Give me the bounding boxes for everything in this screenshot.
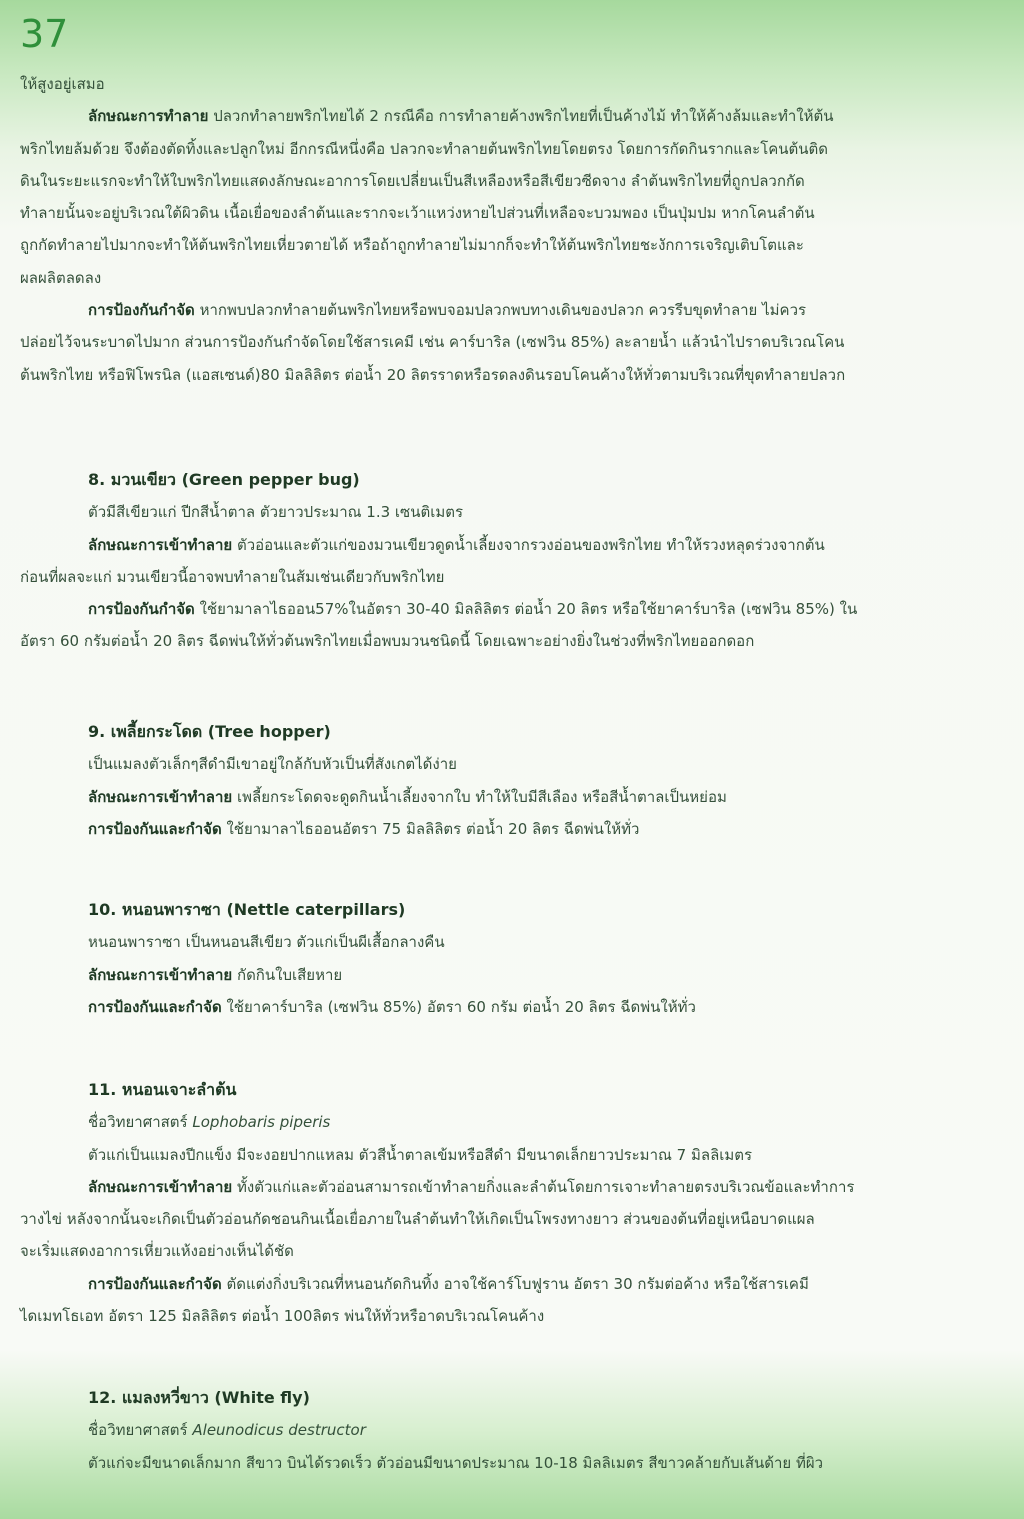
section-heading: 12. แมลงหวี่ขาว (White fly): [88, 1388, 310, 1407]
damage-label: ลักษณะการเข้าทำลาย: [88, 965, 233, 984]
section-description: ตัวแก่จะมีขนาดเล็กมาก สีขาว บินได้รวดเร็ว ตัวอ่อนมีขนาดประมาณ 10-18 มิลลิเมตร สีขาวคล้ายกับเส้นด้าย ที่ผิว: [88, 1453, 824, 1472]
section-heading: 8. มวนเขียว (Green pepper bug): [88, 470, 360, 489]
control-paragraph-line: [20, 813, 995, 845]
damage-label: ลักษณะการทำลาย: [88, 107, 209, 126]
paragraph-line: อัตรา 60 กรัมต่อน้ำ 20 ลิตร ฉีดพ่นให้ทั่วต้นพริกไทยเมื่อพบมวนชนิดนี้ โดยเฉพาะอย่างยิ่งในช่วงที่พริกไทยออกดอก: [20, 632, 755, 651]
control-text: ใช้ยามาลาไธออนอัตรา 75 มิลลิลิตร ต่อน้ำ 20 ลิตร ฉีดพ่นให้ทั่ว: [221, 819, 640, 838]
control-paragraph-line: [20, 294, 995, 326]
paragraph-line: จะเริ่มแสดงอาการเหี่ยวแห้งอย่างเห็นได้ชัด: [20, 1242, 294, 1261]
control-label: การป้องกันกำจัด: [88, 600, 195, 619]
paragraph-line: ต้นพริกไทย หรือฟิโพรนิล (แอสเซนด์)80 มิลลิลิตร ต่อน้ำ 20 ลิตรราดหรือรดลงดินรอบโคนค้างให้ทั่วตามบริเวณที่ขุดทำลายปลวก: [20, 365, 846, 384]
damage-paragraph-line: [20, 100, 995, 132]
control-text: ใช้ยามาลาไธออน57%ในอัตรา 30-40 มิลลิลิตร ต่อน้ำ 20 ลิตร หรือใช้ยาคาร์บาริล (เซฟวิน 85%) ใน: [194, 600, 858, 619]
paragraph-line: ก่อนที่ผลจะแก่ มวนเขียวนี้อาจพบทำลายในส้มเช่นเดียวกับพริกไทย: [20, 567, 445, 586]
paragraph-line: ทำลายนั้นจะอยู่บริเวณใต้ผิวดิน เนื้อเยื่อของลำต้นและรากจะเว้าแหว่งหายไปส่วนที่เหลือจะบวมพอง เป็นปุ่มปม หากโคนลำต้น: [20, 204, 815, 223]
section-description: เป็นแมลงตัวเล็กๆสีดำมีเขาอยู่ใกล้กับหัวเป็นที่สังเกตได้ง่าย: [88, 755, 457, 774]
damage-paragraph-line: [20, 959, 995, 991]
page-number: 37: [20, 12, 69, 56]
paragraph-line: ผลผลิตลดลง: [20, 268, 102, 287]
control-text: ตัดแต่งกิ่งบริเวณที่หนอนกัดกินทิ้ง อาจใช้คาร์โบฟูราน อัตรา 30 กรัมต่อค้าง หรือใช้สารเคมี: [221, 1274, 809, 1293]
section-description: ตัวแก่เป็นแมลงปีกแข็ง มีจะงอยปากแหลม ตัวสีน้ำตาลเข้มหรือสีดำ มีขนาดเล็กยาวประมาณ 7 มิลลิเมตร: [88, 1145, 753, 1164]
damage-text: ตัวอ่อนและตัวแก่ของมวนเขียวดูดน้ำเลี้ยงจากรวงอ่อนของพริกไทย ทำให้รวงหลุดร่วงจากต้น: [232, 535, 825, 554]
damage-text: ทั้งตัวแก่และตัวอ่อนสามารถเข้าทำลายกิ่งและลำต้นโดยการเจาะทำลายตรงบริเวณข้อและทำการ: [232, 1177, 855, 1196]
section-description: ตัวมีสีเขียวแก่ ปีกสีน้ำตาล ตัวยาวประมาณ 1.3 เซนติเมตร: [88, 503, 464, 522]
section-heading: 10. หนอนพาราซา (Nettle caterpillars): [88, 900, 406, 919]
control-paragraph-line: [20, 1268, 995, 1300]
scientific-name-prefix: ชื่อวิทยาศาสตร์: [88, 1421, 193, 1440]
damage-label: ลักษณะการเข้าทำลาย: [88, 1177, 233, 1196]
paragraph-line: ปล่อยไว้จนระบาดไปมาก ส่วนการป้องกันกำจัดโดยใช้สารเคมี เช่น คาร์บาริล (เซฟวิน 85%) ละลายน้ำ แล้วนำไปราดบริเวณโคน: [20, 333, 845, 352]
damage-text: เพลี้ยกระโดดจะดูดกินน้ำเลี้ยงจากใบ ทำให้ใบมีสีเลือง หรือสีน้ำตาลเป็นหย่อม: [232, 787, 727, 806]
control-label: การป้องกันและกำจัด: [88, 819, 222, 838]
section-description: หนอนพาราซา เป็นหนอนสีเขียว ตัวแก่เป็นผีเสื้อกลางคืน: [88, 933, 445, 952]
damage-paragraph-line: [20, 781, 995, 813]
scientific-name-line: [20, 1414, 995, 1446]
damage-label: ลักษณะการเข้าทำลาย: [88, 787, 233, 806]
control-paragraph-line: [20, 991, 995, 1023]
paragraph-line: พริกไทยล้มด้วย จึงต้องตัดทิ้งและปลูกใหม่ อีกกรณีหนึ่งคือ ปลวกจะทำลายต้นพริกไทยโดยตรง โดยการกัดกินรากและโคนต้นติด: [20, 139, 829, 158]
scientific-name: Lophobaris piperis: [192, 1113, 331, 1132]
section-11: [20, 1074, 995, 1332]
section-10: [20, 894, 995, 1023]
control-label: การป้องกันกำจัด: [88, 301, 195, 320]
damage-paragraph-line: [20, 529, 995, 561]
control-label: การป้องกันและกำจัด: [88, 1274, 222, 1293]
intro-line: ให้สูงอยู่เสมอ: [20, 75, 105, 93]
damage-paragraph-line: [20, 1171, 995, 1203]
scientific-name: Aleunodicus destructor: [192, 1421, 366, 1440]
paragraph-line: ถูกกัดทำลายไปมากจะทำให้ต้นพริกไทยเหี่ยวตายได้ หรือถ้าถูกทำลายไม่มากก็จะทำให้ต้นพริกไทยชะงักการเจริญเติบโตและ: [20, 236, 804, 255]
intro-block: [20, 68, 995, 391]
scientific-name-line: [20, 1106, 995, 1138]
section-heading: 9. เพลี้ยกระโดด (Tree hopper): [88, 722, 331, 741]
paragraph-line: ดินในระยะแรกจะทำให้ใบพริกไทยแสดงลักษณะอาการโดยเปลี่ยนเป็นสีเหลืองหรือสีเขียวซีดจาง ลำต้นพริกไทยที่ถูกปลวกกัด: [20, 171, 805, 190]
damage-text: กัดกินใบเสียหาย: [232, 965, 343, 984]
section-9: [20, 716, 995, 845]
control-text: หากพบปลวกทำลายต้นพริกไทยหรือพบจอมปลวกพบทางเดินของปลวก ควรรีบขุดทำลาย ไม่ควร: [194, 301, 807, 320]
section-8: [20, 464, 995, 658]
damage-text: ปลวกทำลายพริกไทยได้ 2 กรณีคือ การทำลายค้างพริกไทยที่เป็นค้างไม้ ทำให้ค้างล้มและทำให้ต้น: [208, 107, 834, 126]
paragraph-line: ไดเมทโธเอท อัตรา 125 มิลลิลิตร ต่อน้ำ 100ลิตร พ่นให้ทั่วหรือาดบริเวณโคนค้าง: [20, 1307, 545, 1326]
paragraph-line: วางไข่ หลังจากนั้นจะเกิดเป็นตัวอ่อนกัดชอนกินเนื้อเยื่อภายในลำต้นทำให้เกิดเป็นโพรงทางยาว ส่วนของต้นที่อยู่เหนือบาดแผล: [20, 1210, 815, 1229]
section-12: [20, 1382, 995, 1479]
scientific-name-prefix: ชื่อวิทยาศาสตร์: [88, 1113, 193, 1132]
control-label: การป้องกันและกำจัด: [88, 997, 222, 1016]
control-paragraph-line: [20, 593, 995, 625]
control-text: ใช้ยาคาร์บาริล (เซฟวิน 85%) อัตรา 60 กรัม ต่อน้ำ 20 ลิตร ฉีดพ่นให้ทั่ว: [221, 997, 696, 1016]
section-heading: 11. หนอนเจาะลำต้น: [88, 1080, 237, 1099]
damage-label: ลักษณะการเข้าทำลาย: [88, 535, 233, 554]
